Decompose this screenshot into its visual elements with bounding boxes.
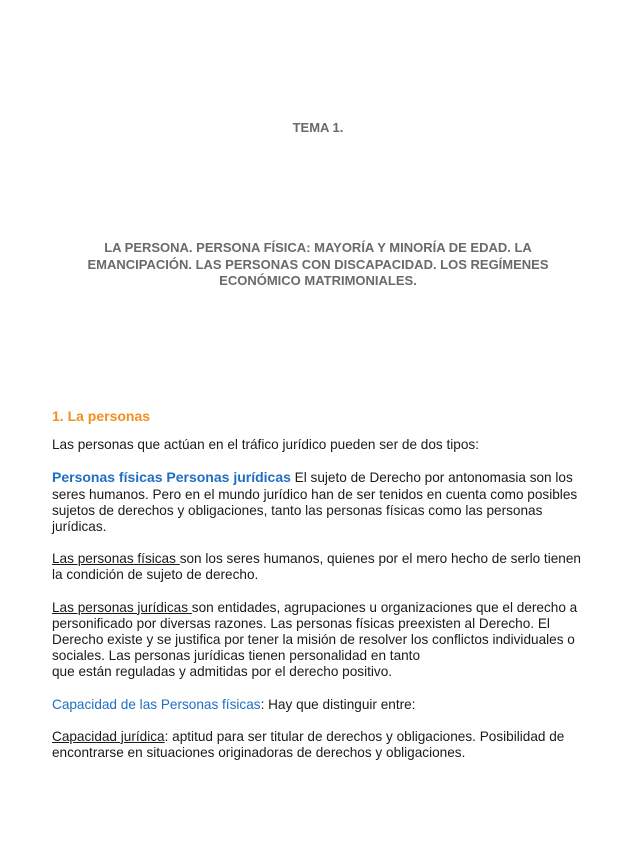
capacidad-paragraph <box>52 697 582 713</box>
capacidad-juridica-paragraph <box>52 729 582 761</box>
fisicas-text: son los seres humanos, quienes por el mero hecho de serlo tienen la condición de sujeto de derecho. <box>52 551 581 583</box>
capacidad-text: : Hay que distinguir entre: <box>260 696 416 712</box>
juridicas-text-continued: que están reguladas y admitidas por el derecho positivo. <box>52 664 393 680</box>
document-body <box>52 408 582 777</box>
document-title <box>70 240 566 290</box>
types-label: Personas físicas Personas jurídicas <box>52 469 291 486</box>
title-line: ECONÓMICO MATRIMONIALES. <box>219 273 417 288</box>
fisicas-paragraph <box>52 551 582 583</box>
capacidad-label: Capacidad de las Personas físicas <box>52 696 261 712</box>
types-text: El sujeto de Derecho por antonomasia son los seres humanos. Pero en el mundo jurídico han de ser tenidos en cuenta como posibles sujetos de derechos y obligaciones, tanto las personas físicas como las personas jurídicas. <box>52 470 578 535</box>
capacidad-juridica-text: : aptitud para ser titular de derechos y obligaciones. Posibilidad de encontrarse en situaciones originadoras de derechos y obligaciones. <box>52 728 565 761</box>
juridicas-paragraph <box>52 600 582 681</box>
capacidad-juridica-term: Capacidad jurídica <box>52 728 165 744</box>
types-paragraph <box>52 469 582 535</box>
fisicas-term: Las personas físicas <box>52 551 180 567</box>
section-heading: 1. La personas <box>52 408 151 424</box>
juridicas-term: Las personas jurídicas <box>52 599 192 615</box>
title-line: EMANCIPACIÓN. LAS PERSONAS CON DISCAPACIDAD. LOS REGÍMENES <box>87 256 549 272</box>
juridicas-text: son entidades, agrupaciones u organizaciones que el derecho a personificado por diversas razones. Las personas físicas preexisten al Derecho. El Derecho existe y se justifica por tener la misión de resolver los conflictos individuales o sociales. Las personas jurídicas tienen personalidad en tanto <box>52 599 578 664</box>
tema-heading: TEMA 1. <box>292 120 344 135</box>
intro-paragraph: Las personas que actúan en el tráfico jurídico pueden ser de dos tipos: <box>52 437 479 453</box>
title-line: LA PERSONA. PERSONA FÍSICA: MAYORÍA Y MINORÍA DE EDAD. LA <box>104 240 532 255</box>
